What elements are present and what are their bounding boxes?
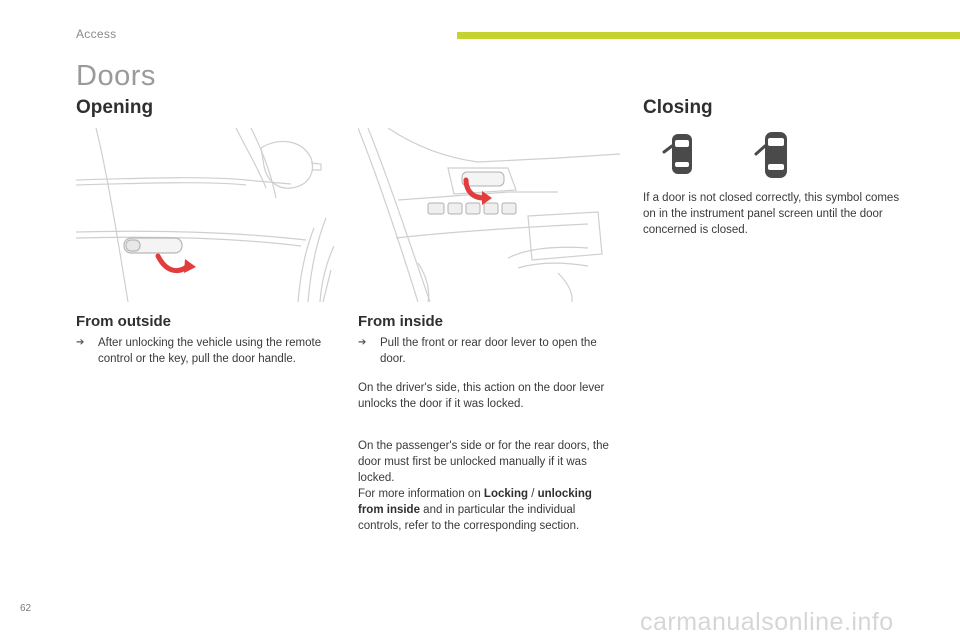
from-inside-para-2: On the passenger's side or for the rear doors, the door must first be unlocked manually if it was locked. — [358, 440, 609, 484]
para-3-suffix: and in particular the individual controls, refer to the corresponding section. — [358, 504, 580, 532]
page-title: Doors — [76, 60, 156, 92]
from-inside-para-3 — [358, 486, 620, 534]
opening-heading: Opening — [76, 97, 154, 118]
interior-door-lever-illustration — [358, 128, 620, 302]
locking-reference: Locking — [483, 488, 529, 500]
door-open-warning-symbol-large — [752, 128, 792, 182]
header-accent-bar — [457, 32, 960, 39]
section-tab: Access — [76, 27, 117, 41]
from-inside-bullet-text: Pull the front or rear door lever to open the door. — [380, 337, 597, 365]
exterior-door-handle-illustration — [76, 128, 336, 302]
from-inside-bullet — [358, 335, 620, 367]
bullet-marker-icon: ➔ — [358, 337, 367, 348]
bullet-marker-icon: ➔ — [76, 337, 85, 348]
para-3-prefix: For more information on — [358, 488, 484, 500]
closing-text: If a door is not closed correctly, this symbol comes on in the instrument panel screen until the door concerned is closed. — [643, 192, 900, 236]
door-open-warning-symbol-small — [662, 130, 698, 178]
unlocking-reference: unlocking from inside — [358, 488, 592, 516]
from-outside-bullet — [76, 335, 336, 367]
from-outside-bullet-text: After unlocking the vehicle using the remote control or the key, pull the door handle. — [98, 337, 322, 365]
para-3-separator: / — [528, 488, 538, 500]
from-inside-para-1: On the driver's side, this action on the door lever unlocks the door if it was locked. — [358, 382, 605, 410]
watermark: carmanualsonline.info — [640, 608, 894, 636]
closing-heading: Closing — [643, 97, 713, 118]
from-inside-heading: From inside — [358, 313, 444, 330]
from-outside-heading: From outside — [76, 313, 172, 330]
page-number: 62 — [20, 603, 32, 614]
